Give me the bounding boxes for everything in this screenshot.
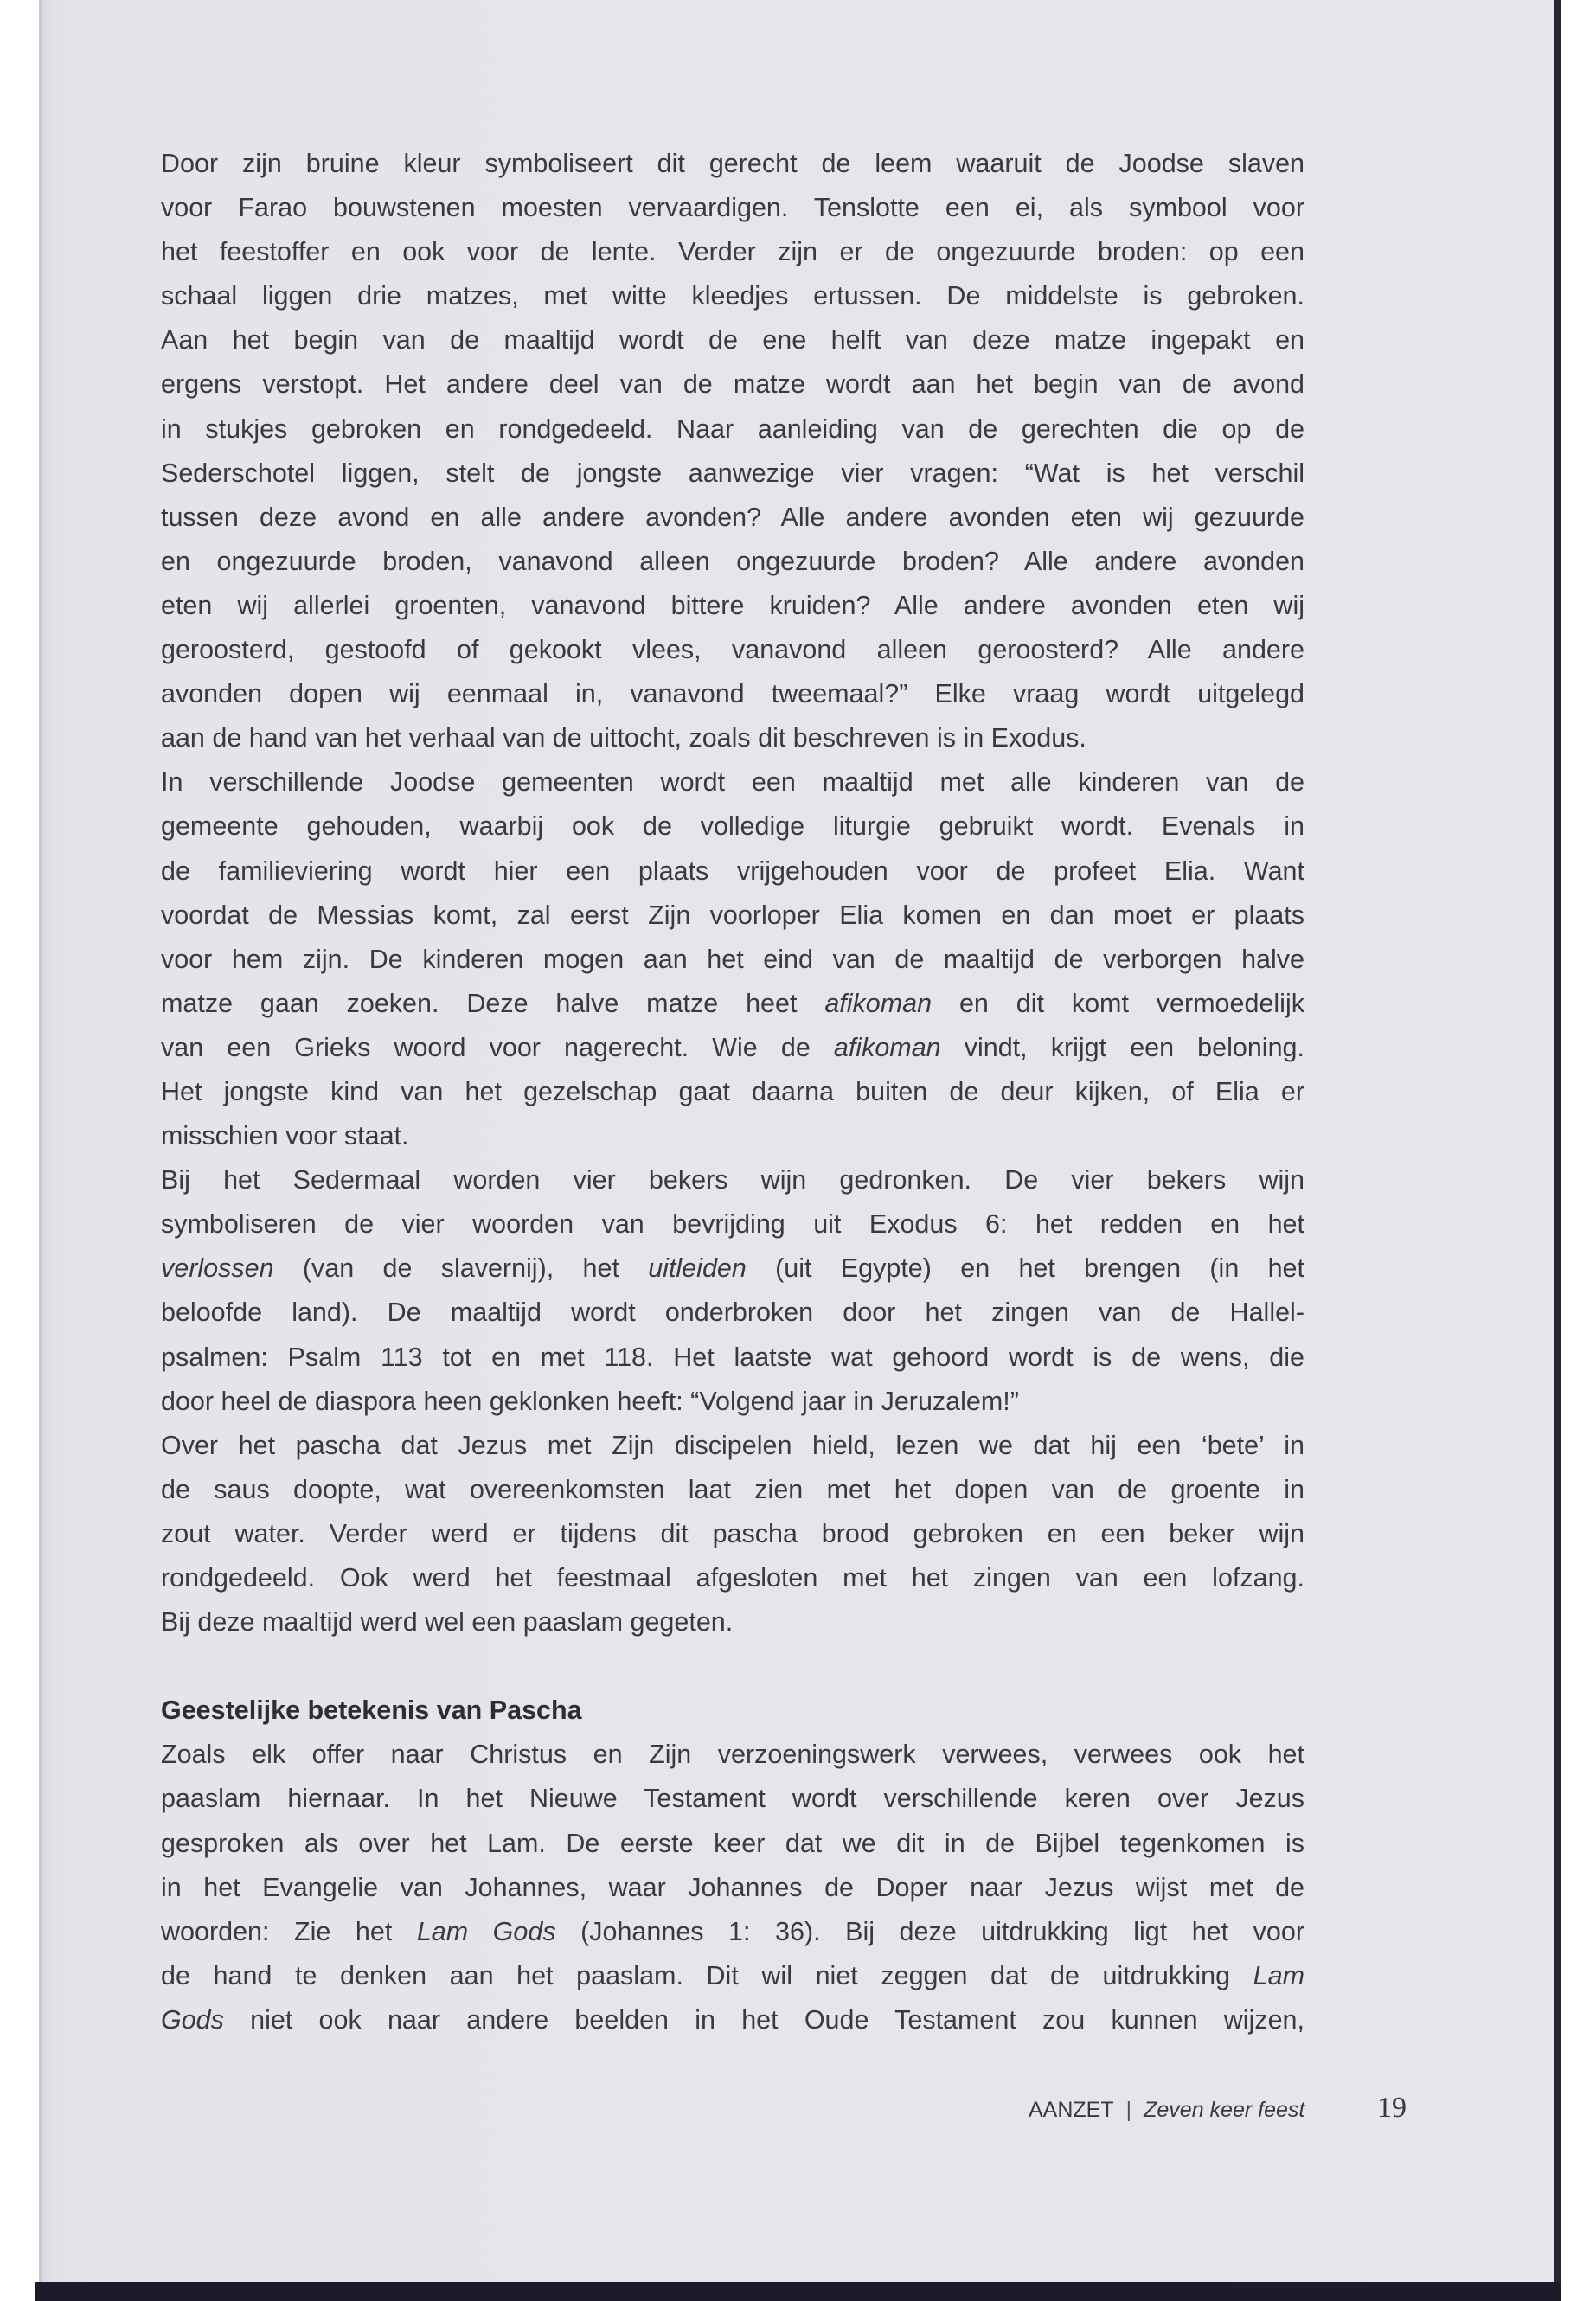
text-segment: niet ook naar andere beelden in het Oude Testament zou kunnen wijzen, — [223, 2004, 1304, 2035]
text-segment: eten wij allerlei groenten, vanavond bittere kruiden? Alle andere avonden eten wij — [161, 590, 1304, 620]
text-segment: in stukjes gebroken en rondgedeeld. Naar aanleiding van de gerechten die op de — [161, 413, 1304, 444]
text-segment: het feestoffer en ook voor de lente. Verder zijn er de ongezuurde broden: op een — [161, 237, 1304, 267]
text-line — [161, 1114, 1304, 1158]
text-line — [161, 804, 1304, 849]
text-segment: zout water. Verder werd er tijdens dit pascha brood gebroken en een beker wijn — [161, 1518, 1304, 1548]
scan-edge-right — [1554, 0, 1561, 2301]
italic-term: Lam — [1253, 1960, 1304, 1990]
italic-term: verlossen — [161, 1253, 274, 1284]
italic-term: Gods — [161, 2004, 224, 2035]
text-segment: Sederschotel liggen, stelt de jongste aanwezige vier vragen: “Wat is het verschil — [161, 458, 1304, 488]
text-segment: paaslam hiernaar. In het Nieuwe Testament wordt verschillende keren over Jezus — [161, 1784, 1304, 1814]
text-line — [161, 1910, 1304, 1954]
text-segment: beloofde land). De maaltijd wordt onderbroken door het zingen van de Hallel- — [161, 1298, 1304, 1328]
text-segment: Zoals elk offer naar Christus en Zijn verzoeningswerk verwees, verwees ook het — [161, 1740, 1304, 1770]
text-segment: Over het pascha dat Jezus met Zijn discipelen hield, lezen we dat hij een ‘bete’ in — [161, 1430, 1304, 1460]
text-line — [161, 1954, 1304, 1998]
text-segment: de familieviering wordt hier een plaats vrijgehouden voor de profeet Elia. Want — [161, 856, 1304, 886]
text-line — [161, 672, 1304, 716]
text-segment: tussen deze avond en alle andere avonden? Alle andere avonden eten wij gezuurde — [161, 502, 1304, 532]
footer-book-title: Zeven keer feest — [1144, 2098, 1305, 2122]
text-line — [161, 849, 1304, 894]
text-segment: woorden: Zie het — [161, 1916, 417, 1946]
text-segment: avonden dopen wij eenmaal in, vanavond tweemaal?” Elke vraag wordt uitgelegd — [161, 679, 1304, 709]
text-segment: voor hem zijn. De kinderen mogen aan het eind van de maaltijd de verborgen halve — [161, 944, 1304, 974]
text-segment: en dit komt vermoedelijk — [932, 988, 1304, 1018]
text-line — [161, 1733, 1304, 1777]
text-segment: gemeente gehouden, waarbij ook de volledige liturgie gebruikt wordt. Evenals in — [161, 811, 1304, 842]
text-segment: rondgedeeld. Ook werd het feestmaal afgesloten met het zingen van een lofzang. — [161, 1563, 1304, 1593]
text-line — [161, 142, 1304, 186]
text-segment: Bij het Sedermaal worden vier bekers wijn gedronken. De vier bekers wijn — [161, 1165, 1304, 1195]
text-line — [161, 1822, 1304, 1866]
italic-term: afikoman — [824, 988, 933, 1018]
text-line — [161, 1424, 1304, 1468]
text-segment: voor Farao bouwstenen moesten vervaardigen. Tenslotte een ei, als symbool voor — [161, 193, 1304, 223]
text-line — [161, 1777, 1304, 1821]
text-segment: (van de slavernij), het — [273, 1253, 649, 1284]
text-segment: voordat de Messias komt, zal eerst Zijn voorloper Elia komen en dan moet er plaats — [161, 900, 1304, 930]
text-segment: van een Grieks woord voor nagerecht. Wie de — [161, 1032, 834, 1062]
text-segment: misschien voor staat. — [161, 1121, 409, 1151]
text-segment: de saus doopte, wat overeenkomsten laat zien met het dopen van de groente in — [161, 1474, 1304, 1504]
text-line — [161, 186, 1304, 230]
text-segment: (uit Egypte) en het brengen (in het — [746, 1253, 1304, 1284]
text-line — [161, 1202, 1304, 1247]
text-segment: geroosterd, gestoofd of gekookt vlees, vanavond alleen geroosterd? Alle andere — [161, 635, 1304, 665]
text-segment: Geestelijke betekenis van Pascha — [161, 1695, 582, 1726]
text-line — [161, 1600, 1304, 1644]
italic-term: Lam Gods — [416, 1916, 556, 1946]
text-line — [161, 1512, 1304, 1556]
text-line — [161, 1556, 1304, 1600]
page-number: 19 — [1377, 2092, 1407, 2124]
text-segment: vindt, krijgt een beloning. — [940, 1032, 1304, 1062]
text-line — [161, 716, 1304, 760]
text-line — [161, 938, 1304, 982]
text-line — [161, 362, 1304, 407]
text-segment: Aan het begin van de maaltijd wordt de ene helft van deze matze ingepakt en — [161, 325, 1304, 356]
text-line — [161, 1336, 1304, 1380]
text-line — [161, 760, 1304, 804]
text-line — [161, 230, 1304, 274]
text-line — [161, 1380, 1304, 1424]
body-text — [161, 142, 1304, 2042]
section-heading — [161, 1689, 1304, 1733]
text-segment: Het jongste kind van het gezelschap gaat daarna buiten de deur kijken, of Elia er — [161, 1076, 1304, 1106]
text-line — [161, 628, 1304, 672]
text-line — [161, 1998, 1304, 2042]
text-segment: de hand te denken aan het paaslam. Dit wil niet zeggen dat de uitdrukking — [161, 1960, 1253, 1990]
text-segment: matze gaan zoeken. Deze halve matze heet — [161, 988, 825, 1018]
text-segment: psalmen: Psalm 113 tot en met 118. Het laatste wat gehoord wordt is de wens, die — [161, 1342, 1304, 1372]
text-line — [161, 407, 1304, 452]
text-segment: aan de hand van het verhaal van de uittocht, zoals dit beschreven is in Exodus. — [161, 723, 1086, 753]
text-line — [161, 894, 1304, 938]
text-line — [161, 496, 1304, 540]
footer-separator: | — [1125, 2098, 1132, 2122]
text-segment: gesproken als over het Lam. De eerste keer dat we dit in de Bijbel tegenkomen is — [161, 1828, 1304, 1858]
text-segment: symboliseren de vier woorden van bevrijding uit Exodus 6: het redden en het — [161, 1209, 1304, 1240]
text-line — [161, 452, 1304, 496]
italic-term: afikoman — [833, 1032, 941, 1062]
text-segment: en ongezuurde broden, vanavond alleen ongezuurde broden? Alle andere avonden — [161, 546, 1304, 576]
text-line — [161, 584, 1304, 628]
text-line — [161, 274, 1304, 318]
scan-edge-bottom — [35, 2282, 1561, 2301]
text-segment: Bij deze maaltijd werd wel een paaslam gegeten. — [161, 1607, 734, 1638]
text-line — [161, 1247, 1304, 1291]
text-line — [161, 982, 1304, 1026]
text-line — [161, 1026, 1304, 1070]
text-segment: Door zijn bruine kleur symboliseert dit gerecht de leem waaruit de Joodse slaven — [161, 149, 1304, 178]
text-line — [161, 1158, 1304, 1202]
text-line — [161, 1291, 1304, 1335]
text-segment: In verschillende Joodse gemeenten wordt een maaltijd met alle kinderen van de — [161, 767, 1304, 798]
text-line — [161, 1866, 1304, 1910]
footer-series: AANZET — [1029, 2098, 1114, 2122]
text-segment: door heel de diaspora heen geklonken heeft: “Volgend jaar in Jeruzalem!” — [161, 1386, 1019, 1416]
text-line — [161, 1468, 1304, 1512]
italic-term: uitleiden — [648, 1253, 747, 1284]
blank-line — [161, 1644, 1304, 1689]
text-segment: in het Evangelie van Johannes, waar Johannes de Doper naar Jezus wijst met de — [161, 1872, 1304, 1902]
text-segment: ergens verstopt. Het andere deel van de matze wordt aan het begin van de avond — [161, 369, 1304, 400]
text-line — [161, 540, 1304, 584]
text-segment: (Johannes 1: 36). Bij deze uitdrukking ligt het voor — [555, 1916, 1304, 1946]
text-line — [161, 318, 1304, 362]
running-footer — [1029, 2098, 1304, 2123]
text-segment: schaal liggen drie matzes, met witte kleedjes ertussen. De middelste is gebroken. — [161, 281, 1304, 311]
text-line — [161, 1070, 1304, 1114]
